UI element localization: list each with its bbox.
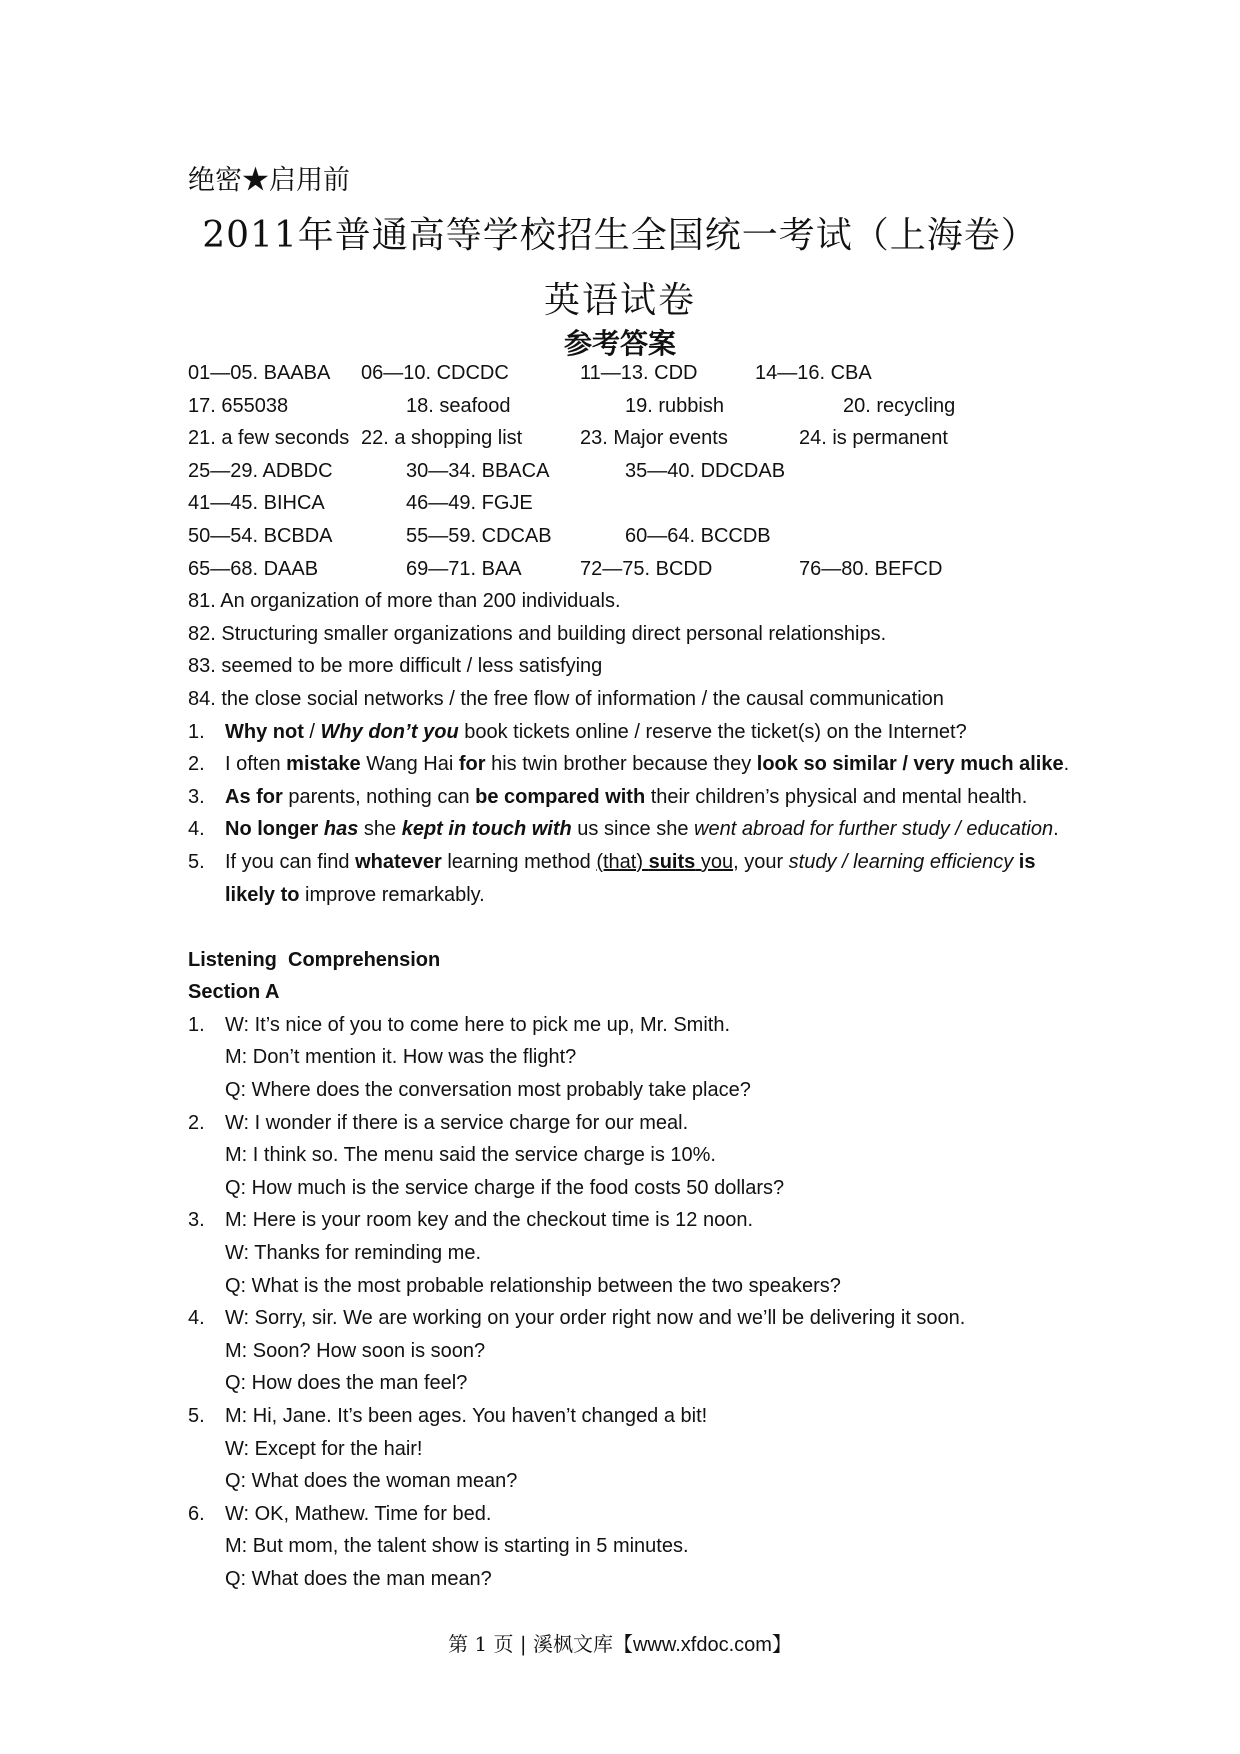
dialogue-item [188,1107,1068,1140]
translation-item-1 [188,716,1068,749]
text-span: you [695,850,734,873]
text-span: As for [225,785,283,808]
text-span: their children’s physical and mental health. [645,785,1028,808]
answer-cell: 20. recycling [843,394,956,417]
dialogue-text: Q: How does the man feel? [225,1372,468,1395]
listening-list [188,1009,1068,1596]
item-number: 4. [188,1307,205,1330]
exam-subtitle: 英语试卷 [543,280,696,321]
dialogue-text: W: Sorry, sir. We are working on your order right now and we’ll be delivering it soon. [225,1307,966,1330]
dialogue-line [188,1530,1068,1563]
dialogue-text: M: Hi, Jane. It’s been ages. You haven’t changed a bit! [225,1405,708,1427]
answer-key-heading: 参考答案 [563,327,676,360]
dialogue-item [188,1302,1068,1335]
text-span: parents, nothing can [282,785,476,808]
answer-84: 84. the close social networks / the free flow of information / the causal communication [188,687,944,710]
dialogue-text: Q: How much is the service charge if the food costs 50 dollars? [225,1176,785,1199]
dialogue-text: W: It’s nice of you to come here to pick me up, Mr. Smith. [225,1013,731,1036]
answer-cell: 17. 655038 [188,394,289,417]
answer-cell: 01—05. BAABA [188,362,331,384]
item-number: 1. [188,720,205,743]
answer-row [188,520,1068,553]
answer-cell: 46—49. FGJE [406,492,533,515]
answer-cell: 23. Major events [580,427,728,450]
text-span: No longer [225,818,324,841]
item-number: 3. [188,1209,205,1232]
answer-cell: 21. a few seconds [188,427,350,450]
translation-item-3 [188,781,1068,814]
text-span: she [358,818,402,841]
dialogue-text: M: Don’t mention it. How was the flight? [225,1046,577,1069]
dialogue-text: M: Soon? How soon is soon? [225,1339,486,1362]
answer-cell: 65—68. DAAB [188,557,319,580]
section-a-heading: Section A [188,981,280,1004]
dialogue-text: M: But mom, the talent show is starting in 5 minutes. [225,1535,689,1558]
dialogue-line [188,1433,1068,1466]
listening-heading: Listening Comprehension [188,948,441,971]
text-span: for [458,753,486,776]
footer-page-label: 第 1 页 | 溪枫文库【 [448,1632,633,1656]
dialogue-item [188,1204,1068,1237]
spacer [188,911,1068,944]
dialogue-text: W: Except for the hair! [225,1437,423,1460]
dialogue-line [188,1074,1068,1107]
text-span: . [1063,753,1070,776]
text-span: his twin brother because they [485,753,757,776]
answer-82: 82. Structuring smaller organizations and building direct personal relationships. [188,622,887,645]
answer-cell: 22. a shopping list [361,427,523,450]
text-span: improve remarkably. [299,883,485,906]
item-number: 2. [188,753,205,776]
answer-81: 81. An organization of more than 200 individuals. [188,590,621,613]
dialogue-text: W: I wonder if there is a service charge for our meal. [225,1111,689,1134]
page-footer [0,1628,1240,1657]
answer-row [188,487,1068,520]
text-span: learning method [441,850,597,873]
dialogue-line [188,1139,1068,1172]
text-span: has [323,818,359,841]
confidential-label: 绝密★启用前 [188,165,350,196]
text-span: is likely to [225,850,1036,906]
dialogue-line [188,1237,1068,1270]
answer-cell: 19. rubbish [625,394,724,417]
answer-cell: 11—13. CDD [580,362,698,384]
dialogue-line [188,1563,1068,1596]
text-span: , your [733,850,789,873]
text-span: (that) [596,850,649,873]
item-number: 1. [188,1013,205,1036]
dialogue-line [188,1465,1068,1498]
item-number: 6. [188,1502,205,1525]
item-number: 5. [188,850,205,873]
answer-cell: 18. seafood [406,394,511,417]
answer-cell: 69—71. BAA [406,557,522,580]
exam-title: 2011年普通高等学校招生全国统一考试（上海卷） [202,215,1038,256]
dialogue-text: Q: What does the woman mean? [225,1470,518,1493]
dialogue-text: W: OK, Mathew. Time for bed. [225,1502,492,1525]
answer-cell: 14—16. CBA [755,362,872,384]
answer-row [188,455,1068,488]
text-span: suits [648,850,696,873]
answer-cell: 72—75. BCDD [580,557,713,580]
dialogue-text: Q: What does the man mean? [225,1567,492,1590]
answer-body [188,357,1068,1596]
answer-83: 83. seemed to be more difficult / less satisfying [188,655,603,678]
item-number: 2. [188,1111,205,1134]
dialogue-item [188,1498,1068,1531]
dialogue-text: W: Thanks for reminding me. [225,1242,482,1265]
answer-cell: 06—10. CDCDC [361,362,509,384]
text-span: . [1053,818,1059,841]
text-span: Why not [225,720,304,743]
footer-site: www.xfdoc.com [632,1634,772,1656]
translation-item-4 [188,813,1068,846]
text-span: Why don’t you [320,720,459,743]
translation-item-2 [188,748,1068,781]
answer-row [188,357,1068,390]
dialogue-line [188,1335,1068,1368]
dialogue-text: Q: Where does the conversation most probably take place? [225,1079,751,1102]
footer-close: 】 [771,1632,792,1656]
answer-cell: 60—64. BCCDB [625,524,771,547]
text-span: whatever [355,850,442,873]
text-span: be compared with [475,785,646,808]
item-number: 3. [188,785,205,808]
dialogue-line [188,1041,1068,1074]
dialogue-line [188,1172,1068,1205]
answer-cell: 76—80. BEFCD [799,557,943,580]
answer-cell: 41—45. BIHCA [188,492,325,515]
answer-row [188,422,1068,455]
dialogue-line [188,1270,1068,1303]
answer-cell: 50—54. BCBDA [188,524,333,547]
text-span: kept in touch with [401,818,572,841]
answer-cell: 24. is permanent [799,427,948,450]
dialogue-text: M: I think so. The menu said the service charge is 10%. [225,1144,716,1167]
text-span: / [303,720,321,743]
answer-row [188,390,1068,423]
dialogue-line [188,1367,1068,1400]
dialogue-text: M: Here is your room key and the checkout time is 12 noon. [225,1209,754,1232]
answer-cell: 25—29. ADBDC [188,459,333,482]
answer-cell: 55—59. CDCAB [406,524,552,547]
dialogue-item [188,1400,1068,1433]
text-span: study / learning efficiency [788,850,1014,873]
dialogue-text: Q: What is the most probable relationship between the two speakers? [225,1274,841,1297]
text-span: book tickets online / reserve the ticket(s) on the Internet? [458,720,967,743]
translation-item-5 [188,846,1068,911]
answer-cell: 35—40. DDCDAB [625,459,786,482]
text-span: look so similar / very much alike [756,753,1064,776]
item-number: 5. [188,1405,205,1427]
text-span: went abroad for further study / education [694,818,1054,841]
answer-cell: 30—34. BBACA [406,459,550,482]
text-span: I often [225,753,287,776]
text-span: Wang Hai [360,753,459,776]
text-span: If you can find [225,850,356,873]
dialogue-item [188,1009,1068,1042]
text-span: mistake [286,753,361,776]
answer-row [188,553,1068,586]
text-span: us since she [571,818,695,841]
item-number: 4. [188,818,205,841]
